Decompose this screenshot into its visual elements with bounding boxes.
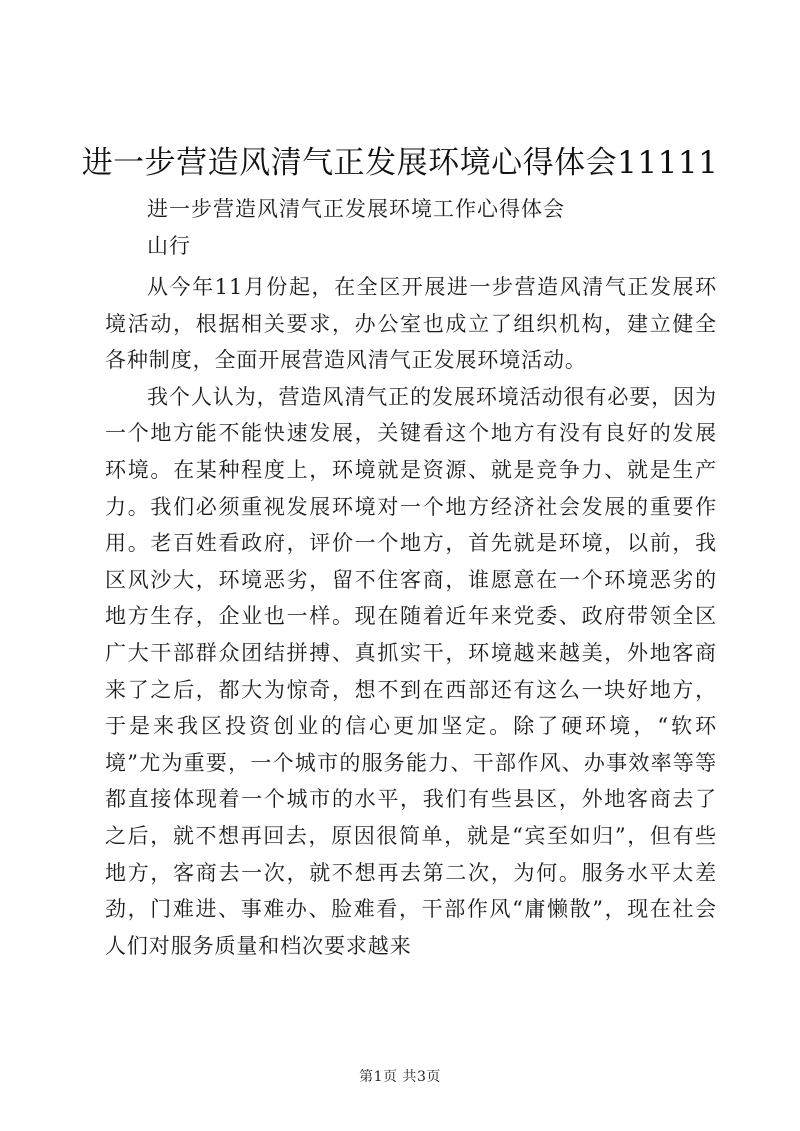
document-author: 山行 — [147, 234, 191, 258]
body-paragraph: 我个人认为，营造风清气正的发展环境活动很有必要，因为一个地方能不能快速发展，关键看这个地方有没有良好的发展环境。在某种程度上，环境就是资源、就是竞争力、就是生产力。我们必须重视发展环境对一个地方经济社会发展的重要作用。老百姓看政府，评价一个地方，首先就是环境，以前，我区风沙大，环境恶劣，留不住客商，谁愿意在一个环境恶劣的地方生存，企业也一样。现在随着近年来党委、政府带领全区广大干部群众团结拼搏、真抓实干，环境越来越美，外地客商来了之后，都大为惊奇，想不到在西部还有这么一块好地方，于是来我区投资创业的信心更加坚定。除了硬环境，“软环境”尤为重要，一个城市的服务能力、干部作风、办事效率等等都直接体现着一个城市的水平，我们有些县区，外地客商去了之后，就不想再回去，原因很简单，就是“宾至如归”，但有些地方，客商去一次，就不想再去第二次，为何。服务水平太差劲，门难进、事难办、脸难看，干部作风“庸懒散”，现在社会人们对服务质量和档次要求越来 — [105, 384, 717, 958]
page-footer: 第1页 共3页 — [359, 1069, 441, 1085]
body-paragraph: 从今年11月份起，在全区开展进一步营造风清气正发展环境活动，根据相关要求，办公室也成立了组织机构，建立健全各种制度，全面开展营造风清气正发展环境活动。 — [105, 275, 717, 373]
document-body — [105, 269, 717, 964]
document-title: 进一步营造风清气正发展环境心得体会11111 — [81, 145, 719, 181]
document-subtitle: 进一步营造风清气正发展环境工作心得体会 — [147, 197, 565, 221]
